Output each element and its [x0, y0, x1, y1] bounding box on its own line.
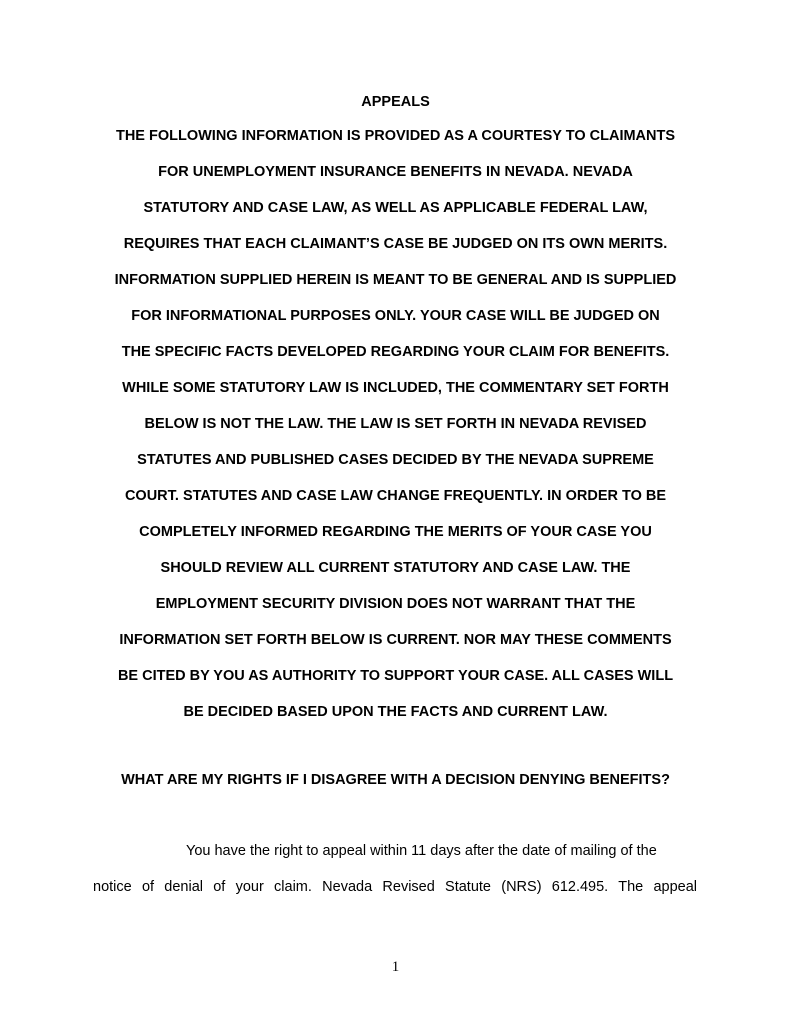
- disclaimer-line: THE FOLLOWING INFORMATION IS PROVIDED AS A COURTESY TO CLAIMANTS: [115, 128, 676, 144]
- disclaimer-paragraph: [60, 126, 731, 738]
- disclaimer-line: SHOULD REVIEW ALL CURRENT STATUTORY AND CASE LAW. THE: [160, 560, 631, 576]
- disclaimer-line: BE CITED BY YOU AS AUTHORITY TO SUPPORT YOUR CASE. ALL CASES WILL: [117, 668, 674, 684]
- disclaimer-line: THE SPECIFIC FACTS DEVELOPED REGARDING YOUR CLAIM FOR BENEFITS.: [121, 344, 670, 360]
- disclaimer-line: COURT. STATUTES AND CASE LAW CHANGE FREQUENTLY. IN ORDER TO BE: [124, 488, 667, 504]
- disclaimer-line: WHILE SOME STATUTORY LAW IS INCLUDED, THE COMMENTARY SET FORTH: [122, 380, 669, 396]
- body-line: notice of denial of your claim. Nevada Revised Statute (NRS) 612.495. The appeal: [93, 879, 697, 895]
- document-title: APPEALS: [361, 94, 430, 110]
- disclaimer-line: COMPLETELY INFORMED REGARDING THE MERITS OF YOUR CASE YOU: [139, 524, 652, 540]
- disclaimer-line: EMPLOYMENT SECURITY DIVISION DOES NOT WARRANT THAT THE: [155, 596, 636, 612]
- disclaimer-line: INFORMATION SUPPLIED HEREIN IS MEANT TO BE GENERAL AND IS SUPPLIED: [114, 272, 677, 288]
- section-heading: WHAT ARE MY RIGHTS IF I DISAGREE WITH A DECISION DENYING BENEFITS?: [121, 772, 670, 788]
- disclaimer-line: STATUTORY AND CASE LAW, AS WELL AS APPLICABLE FEDERAL LAW,: [143, 200, 648, 216]
- disclaimer-line: REQUIRES THAT EACH CLAIMANT’S CASE BE JUDGED ON ITS OWN MERITS.: [123, 236, 668, 252]
- disclaimer-line: STATUTES AND PUBLISHED CASES DECIDED BY THE NEVADA SUPREME: [137, 452, 654, 468]
- page-number: 1: [391, 959, 400, 975]
- disclaimer-line: BE DECIDED BASED UPON THE FACTS AND CURRENT LAW.: [183, 704, 608, 720]
- disclaimer-line: FOR UNEMPLOYMENT INSURANCE BENEFITS IN NEVADA. NEVADA: [158, 164, 633, 180]
- disclaimer-line: FOR INFORMATIONAL PURPOSES ONLY. YOUR CASE WILL BE JUDGED ON: [131, 308, 660, 324]
- body-line: You have the right to appeal within 11 days after the date of mailing of the: [186, 843, 657, 859]
- disclaimer-line: BELOW IS NOT THE LAW. THE LAW IS SET FORTH IN NEVADA REVISED: [144, 416, 647, 432]
- disclaimer-line: INFORMATION SET FORTH BELOW IS CURRENT. NOR MAY THESE COMMENTS: [119, 632, 672, 648]
- body-paragraph: [93, 841, 697, 913]
